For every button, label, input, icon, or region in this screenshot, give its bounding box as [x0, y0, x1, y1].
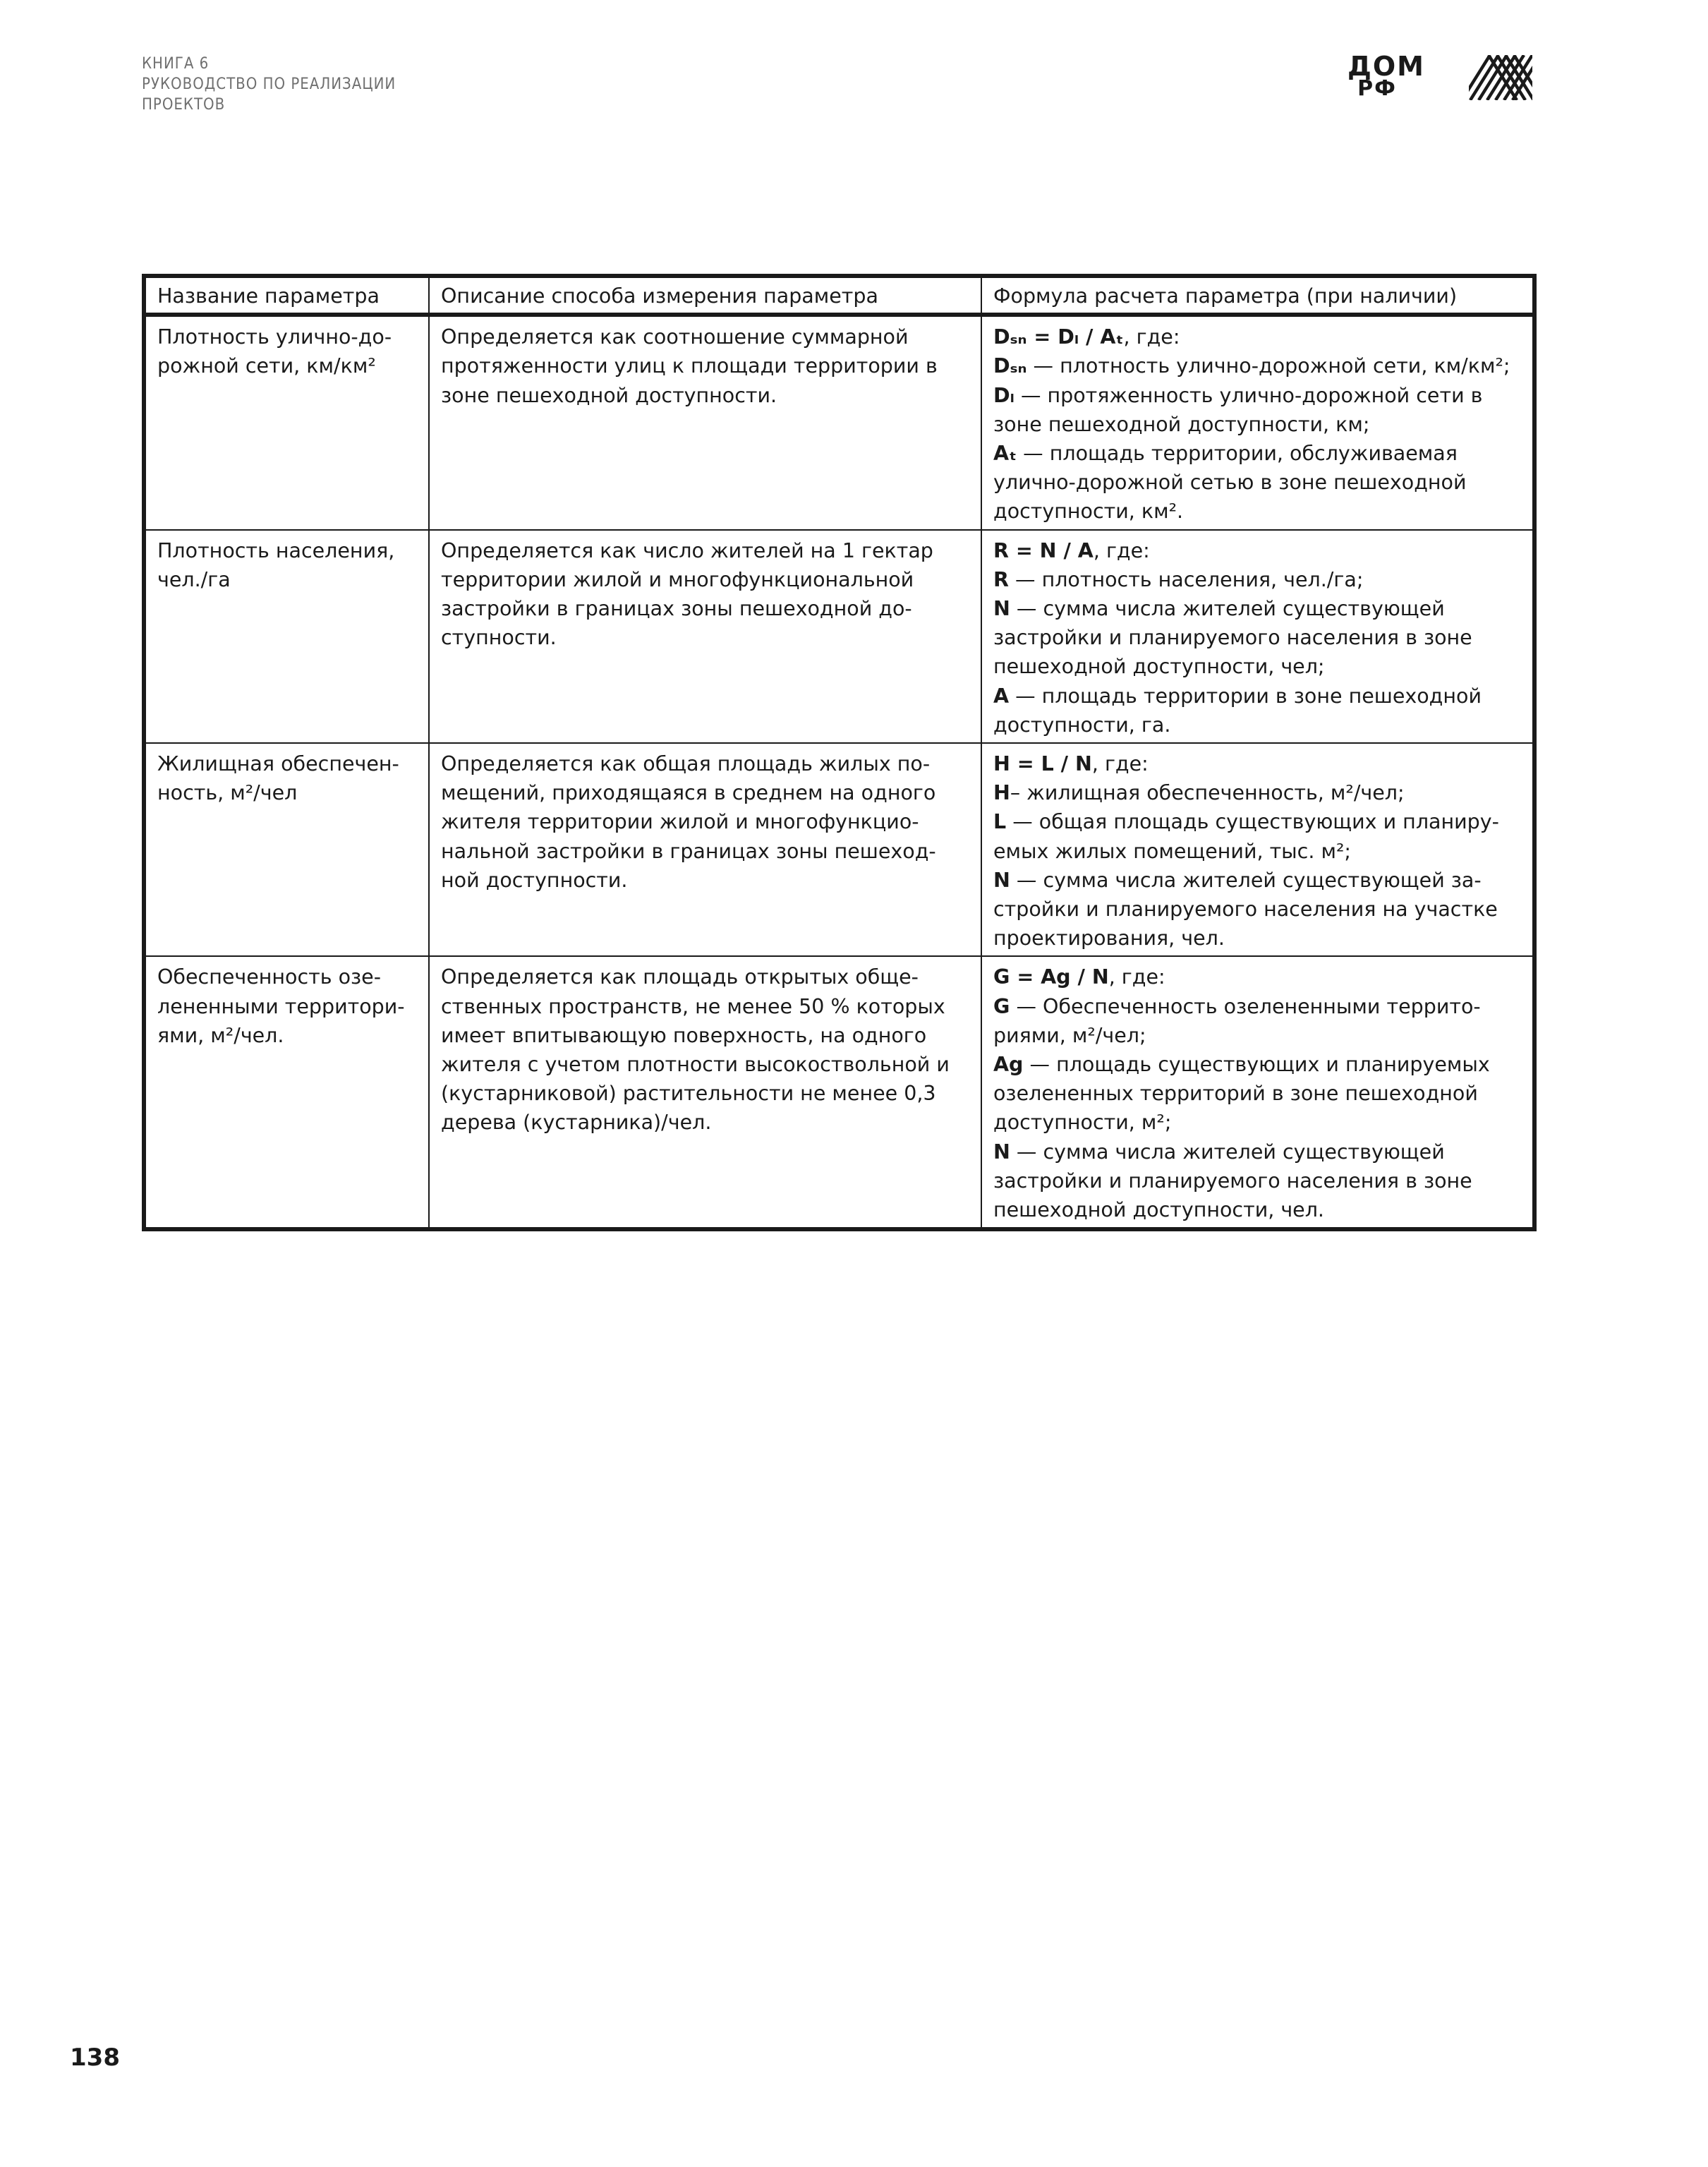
formula-main-line: [993, 322, 1522, 351]
formula-definition: [993, 351, 1522, 380]
book-title-line2: ПРОЕКТОВ: [142, 96, 226, 114]
formula-definition: [993, 866, 1522, 953]
formula-definition: [993, 1050, 1522, 1137]
hatch-pattern-logo-icon: [1469, 55, 1532, 100]
book-header: [142, 54, 480, 115]
formula-suffix: , где:: [1108, 965, 1165, 989]
parameter-description: Определяется как площадь открытых обще-ственных пространств, не менее 50 % которых имеет впитывающую поверхность, на одного жителя с учетом плотности высокоствольной и (кустарниковой) растительности не менее 0,3 дерева (кустарника)/чел.: [429, 956, 981, 1229]
definition-text: — общая площадь существующих и планиру-емых жилых помещений, тыс. м²;: [993, 810, 1499, 863]
formula-main-line: [993, 536, 1522, 565]
definition-symbol: L: [993, 810, 1007, 834]
definition-text: – жилищная обеспеченность, м²/чел;: [1010, 781, 1405, 805]
definition-symbol: A: [993, 684, 1010, 708]
definition-symbol: N: [993, 868, 1010, 892]
formula-suffix: , где:: [1093, 538, 1150, 562]
dom-rf-logo: [1347, 51, 1425, 101]
parameter-description: Определяется как число жителей на 1 гектар территории жилой и многофункциональной застройки в границах зоны пешеходной до-ступности.: [429, 530, 981, 743]
parameter-name: Жилищная обеспечен-ность, м²/чел: [144, 743, 429, 956]
formula-definition: [993, 992, 1522, 1050]
definition-text: — плотность улично-дорожной сети, км/км²;: [1026, 354, 1510, 378]
formula-definition: [993, 778, 1522, 807]
definition-symbol: N: [993, 1140, 1010, 1164]
table-row: [144, 743, 1534, 956]
parameter-description: Определяется как общая площадь жилых по-мещений, приходящаяся в среднем на одного жителя территории жилой и многофункцио-нальной застройки в границах зоны пешеход-ной доступности.: [429, 743, 981, 956]
definition-text: — плотность населения, чел./га;: [1008, 567, 1364, 591]
definition-text: — сумма числа жителей существующей застройки и планируемого населения в зоне пешеходной доступности, чел.: [993, 1140, 1472, 1222]
formula-definition: [993, 594, 1522, 682]
definition-symbol: Ag: [993, 1053, 1024, 1077]
definition-symbol: G: [993, 994, 1010, 1018]
column-header-formula: Формула расчета параметра (при наличии): [981, 276, 1534, 315]
parameter-description: Определяется как соотношение суммарной протяженности улиц к площади территории в зоне пешеходной доступности.: [429, 315, 981, 529]
page-number: 138: [70, 2044, 120, 2072]
definition-symbol: R: [993, 567, 1009, 591]
definition-text: — протяженность улично-дорожной сети в зоне пешеходной доступности, км;: [993, 383, 1483, 436]
parameters-table: [142, 274, 1537, 1231]
logo-rf-text: РФ: [1357, 76, 1397, 101]
formula-suffix: , где:: [1091, 752, 1149, 776]
definition-symbol: Aₜ: [993, 442, 1017, 466]
parameter-formula: [981, 315, 1534, 529]
parameter-formula: [981, 743, 1534, 956]
definition-symbol: N: [993, 597, 1010, 621]
formula-main-line: [993, 749, 1522, 778]
column-header-name: Название параметра: [144, 276, 429, 315]
parameter-name: Плотность улично-до-рожной сети, км/км²: [144, 315, 429, 529]
definition-text: — площадь территории в зоне пешеходной доступности, га.: [993, 684, 1482, 737]
formula-expression: G = Ag / N: [993, 965, 1109, 989]
definition-symbol: Dₗ: [993, 383, 1014, 407]
definition-symbol: H: [993, 781, 1010, 805]
formula-expression: H = L / N: [993, 752, 1092, 776]
formula-definition: [993, 381, 1522, 439]
table-header-row: [144, 276, 1534, 315]
definition-text: — площадь существующих и планируемых озелененных территорий в зоне пешеходной доступности, м²;: [993, 1053, 1490, 1135]
formula-definition: [993, 1137, 1522, 1225]
logo-dom-text: ДОМ: [1347, 51, 1425, 82]
definition-text: — сумма числа жителей существующей застройки и планируемого населения в зоне пешеходной доступности, чел;: [993, 597, 1472, 679]
definition-text: — Обеспеченность озелененными террито-риями, м²/чел;: [993, 994, 1481, 1047]
definition-symbol: Dₛₙ: [993, 354, 1027, 378]
parameter-formula: [981, 530, 1534, 743]
formula-definition: [993, 682, 1522, 740]
table-row: [144, 315, 1534, 529]
parameter-name: Плотность населения, чел./га: [144, 530, 429, 743]
formula-definition: [993, 439, 1522, 526]
parameter-formula: [981, 956, 1534, 1229]
formula-expression: R = N / A: [993, 538, 1094, 562]
parameter-name: Обеспеченность озе-лененными территори-ями, м²/чел.: [144, 956, 429, 1229]
column-header-description: Описание способа измерения параметра: [429, 276, 981, 315]
table-row: [144, 956, 1534, 1229]
definition-text: — площадь территории, обслуживаемая улично-дорожной сетью в зоне пешеходной доступности, км².: [993, 442, 1467, 524]
book-label: КНИГА 6: [142, 55, 210, 73]
formula-definition: [993, 807, 1522, 865]
book-title-line1: РУКОВОДСТВО ПО РЕАЛИЗАЦИИ: [142, 76, 396, 93]
table-row: [144, 530, 1534, 743]
formula-expression: Dₛₙ = Dₗ / Aₜ: [993, 325, 1124, 349]
definition-text: — сумма числа жителей существующей за-стройки и планируемого населения на участке проектирования, чел.: [993, 868, 1498, 950]
formula-main-line: [993, 962, 1522, 991]
formula-definition: [993, 565, 1522, 594]
formula-suffix: , где:: [1123, 325, 1180, 349]
